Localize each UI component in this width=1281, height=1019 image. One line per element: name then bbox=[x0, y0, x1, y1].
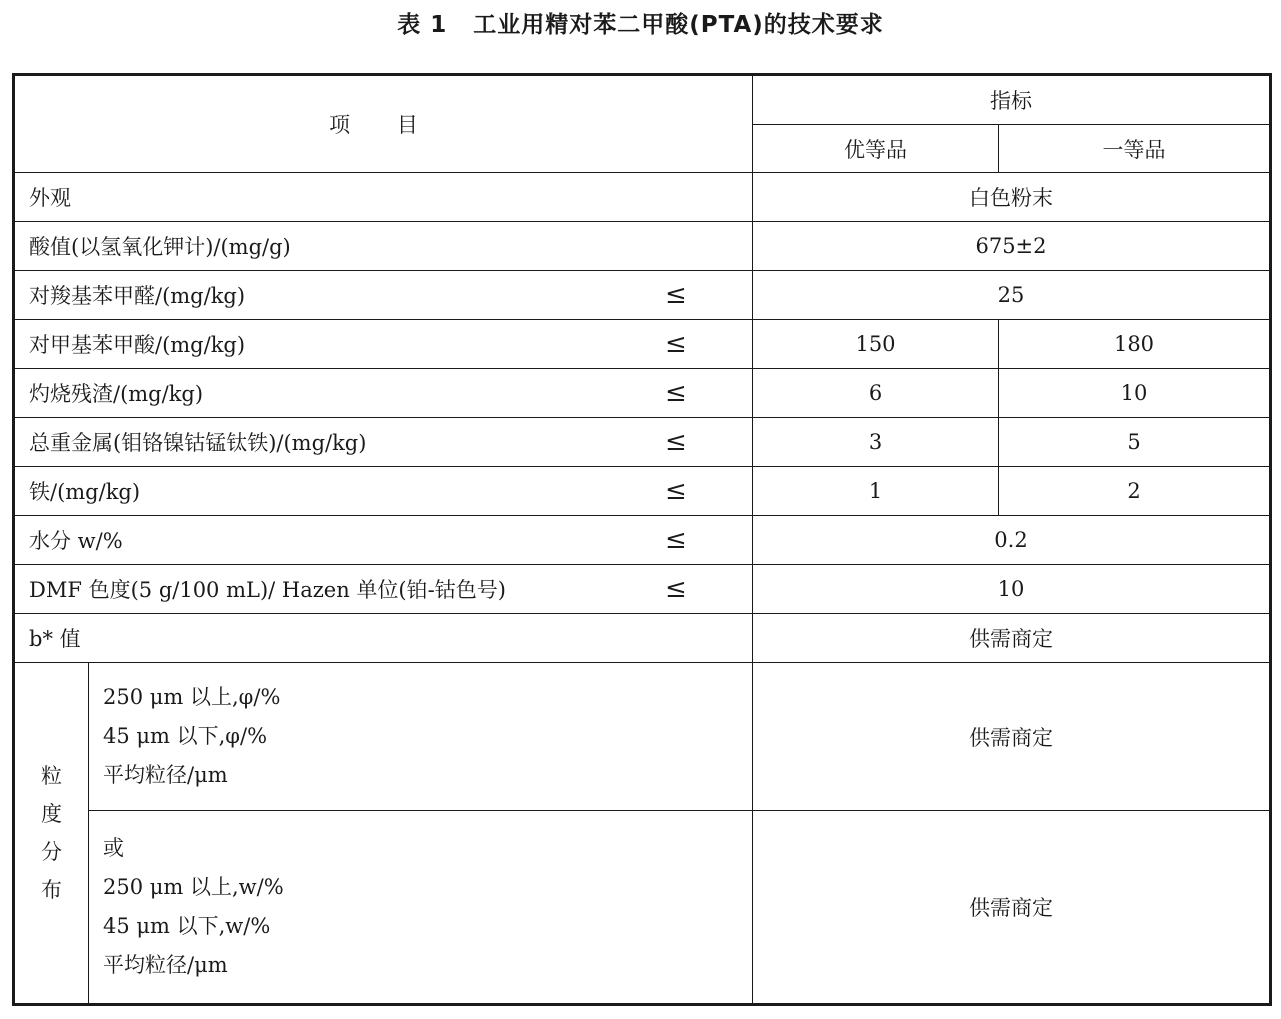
value-first: 2 bbox=[999, 467, 1271, 516]
less-or-equal-symbol: ≤ bbox=[665, 476, 687, 506]
table-title: 工业用精对苯二甲酸(PTA)的技术要求 bbox=[473, 12, 884, 38]
value-cell: 白色粉末 bbox=[753, 173, 1271, 222]
value-first: 180 bbox=[999, 320, 1271, 369]
item-name: 外观 bbox=[29, 186, 71, 210]
item-cell bbox=[14, 418, 753, 467]
table-row bbox=[14, 222, 1271, 271]
header-grade-first: 一等品 bbox=[999, 125, 1271, 173]
table-row bbox=[14, 614, 1271, 663]
value-cell: 675±2 bbox=[753, 222, 1271, 271]
particle-line: 平均粒径/μm bbox=[103, 953, 228, 977]
particle-label-char: 度 bbox=[41, 802, 62, 826]
value-cell: 10 bbox=[753, 565, 1271, 614]
item-name: 酸值(以氢氧化钾计)/(mg/g) bbox=[29, 235, 291, 259]
table-row bbox=[14, 271, 1271, 320]
value-first: 10 bbox=[999, 369, 1271, 418]
value-superior: 3 bbox=[753, 418, 999, 467]
table-row bbox=[14, 320, 1271, 369]
item-cell bbox=[14, 222, 753, 271]
less-or-equal-symbol: ≤ bbox=[665, 378, 687, 408]
value-superior: 6 bbox=[753, 369, 999, 418]
technical-requirements-table bbox=[12, 73, 1272, 1006]
item-name: 铁/(mg/kg) bbox=[29, 480, 141, 504]
less-or-equal-symbol: ≤ bbox=[665, 525, 687, 555]
item-name: 水分 w/% bbox=[29, 529, 123, 553]
particle-label-char: 分 bbox=[41, 840, 62, 864]
table-row bbox=[14, 516, 1271, 565]
less-or-equal-symbol: ≤ bbox=[665, 427, 687, 457]
header-row-1 bbox=[14, 75, 1271, 125]
value-cell: 供需商定 bbox=[753, 614, 1271, 663]
table-row bbox=[14, 369, 1271, 418]
header-item: 项 目 bbox=[14, 75, 753, 173]
item-cell bbox=[14, 516, 753, 565]
item-name: 对甲基苯甲酸/(mg/kg) bbox=[29, 333, 246, 357]
particle-group-2-items bbox=[89, 811, 753, 1005]
item-cell bbox=[14, 565, 753, 614]
table-row bbox=[14, 565, 1271, 614]
less-or-equal-symbol: ≤ bbox=[665, 574, 687, 604]
item-cell bbox=[14, 320, 753, 369]
particle-group-1-value: 供需商定 bbox=[753, 663, 1271, 811]
particle-label-char: 布 bbox=[41, 878, 62, 902]
particle-group-2-value: 供需商定 bbox=[753, 811, 1271, 1005]
particle-label-char: 粒 bbox=[41, 764, 62, 788]
table-number: 表 1 bbox=[397, 12, 448, 38]
header-index: 指标 bbox=[753, 75, 1271, 125]
value-cell: 0.2 bbox=[753, 516, 1271, 565]
particle-line: 平均粒径/μm bbox=[103, 763, 228, 787]
table-caption bbox=[0, 6, 1281, 39]
particle-line: 250 μm 以上,w/% bbox=[103, 875, 284, 899]
value-first: 5 bbox=[999, 418, 1271, 467]
item-cell bbox=[14, 271, 753, 320]
item-name: 对羧基苯甲醛/(mg/kg) bbox=[29, 284, 246, 308]
less-or-equal-symbol: ≤ bbox=[665, 329, 687, 359]
table-row bbox=[14, 418, 1271, 467]
particle-line: 45 μm 以下,φ/% bbox=[103, 724, 268, 748]
item-name: 灼烧残渣/(mg/kg) bbox=[29, 382, 204, 406]
table-row bbox=[14, 173, 1271, 222]
particle-line: 或 bbox=[103, 836, 124, 860]
particle-line: 45 μm 以下,w/% bbox=[103, 914, 271, 938]
table-row bbox=[14, 467, 1271, 516]
particle-size-label bbox=[14, 663, 89, 1005]
item-cell bbox=[14, 614, 753, 663]
header-grade-superior: 优等品 bbox=[753, 125, 999, 173]
value-cell: 25 bbox=[753, 271, 1271, 320]
particle-group-1-items bbox=[89, 663, 753, 811]
particle-row-1 bbox=[14, 663, 1271, 811]
item-name: b* 值 bbox=[29, 627, 81, 651]
value-superior: 1 bbox=[753, 467, 999, 516]
item-cell bbox=[14, 173, 753, 222]
value-superior: 150 bbox=[753, 320, 999, 369]
less-or-equal-symbol: ≤ bbox=[665, 280, 687, 310]
particle-row-2 bbox=[14, 811, 1271, 1005]
item-cell bbox=[14, 467, 753, 516]
item-cell bbox=[14, 369, 753, 418]
particle-line: 250 μm 以上,φ/% bbox=[103, 685, 281, 709]
item-name: 总重金属(钼铬镍钴锰钛铁)/(mg/kg) bbox=[29, 431, 367, 455]
item-name: DMF 色度(5 g/100 mL)/ Hazen 单位(铂-钴色号) bbox=[29, 578, 506, 602]
